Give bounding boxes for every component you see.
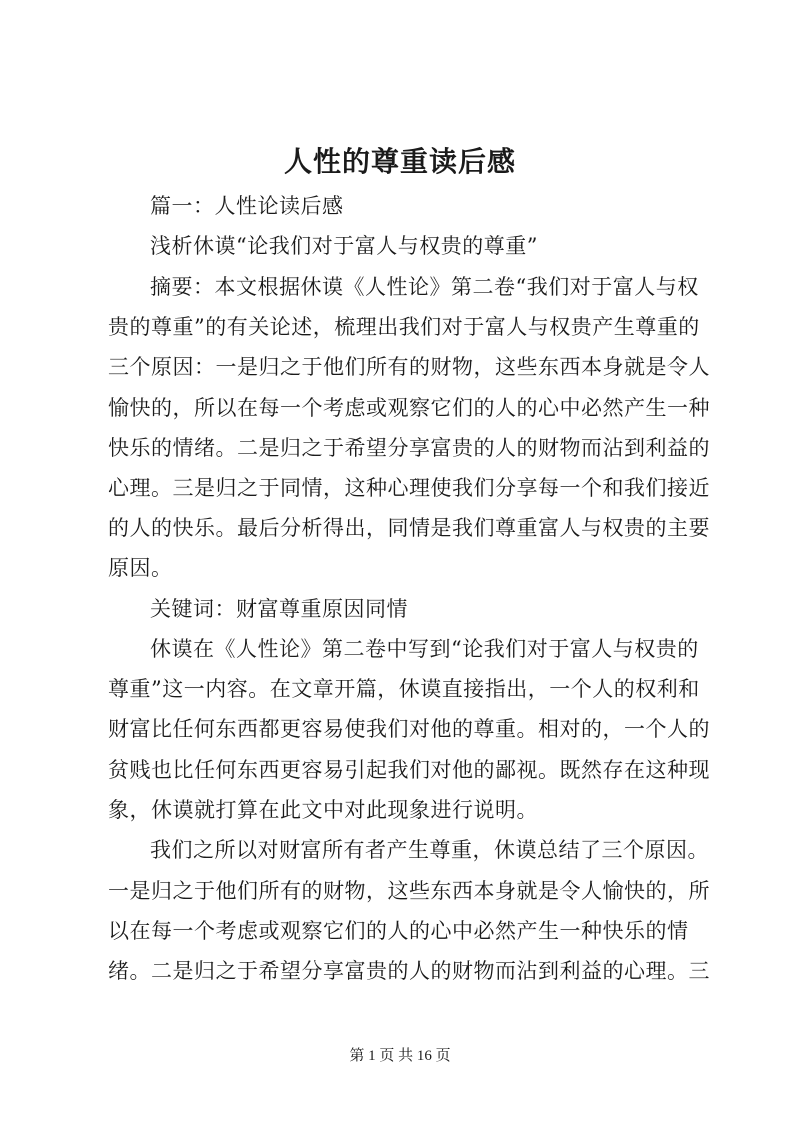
text-line-11: 关键词：财富尊重原因同情: [150, 597, 408, 621]
text-line-15: 贫贱也比任何东西更容易引起我们对他的鄙视。既然存在这种现: [108, 758, 710, 782]
text-line-19: 以在每一个考虑或观察它们的人的心中必然产生一种快乐的情: [108, 919, 689, 943]
text-line-10: 原因。: [108, 556, 173, 580]
text-line-14: 财富比任何东西都更容易使我们对他的尊重。相对的，一个人的: [108, 717, 710, 741]
text-line-3: 摘要：本文根据休谟《人性论》第二卷“我们对于富人与权: [150, 275, 699, 299]
text-line-8: 心理。三是归之于同情，这种心理使我们分享每一个和我们接近: [108, 476, 710, 500]
text-line-16: 象，休谟就打算在此文中对此现象进行说明。: [108, 798, 538, 822]
text-line-20: 绪。二是归之于希望分享富贵的人的财物而沾到利益的心理。三: [108, 959, 710, 983]
document-title: 人性的尊重读后感: [283, 145, 516, 178]
text-line-18: 一是归之于他们所有的财物，这些东西本身就是令人愉快的，所: [108, 879, 710, 903]
text-line-5: 三个原因：一是归之于他们所有的财物，这些东西本身就是令人: [108, 355, 710, 379]
text-line-12: 休谟在《人性论》第二卷中写到“论我们对于富人与权贵的: [150, 637, 699, 661]
text-line-13: 尊重”这一内容。在文章开篇，休谟直接指出，一个人的权利和: [108, 677, 700, 701]
text-line-2: 浅析休谟“论我们对于富人与权贵的尊重”: [150, 234, 538, 258]
text-line-17: 我们之所以对财富所有者产生尊重，休谟总结了三个原因。: [150, 838, 709, 862]
text-line-1: 篇一：人性论读后感: [150, 194, 344, 218]
text-line-7: 快乐的情绪。二是归之于希望分享富贵的人的财物而沾到利益的: [108, 436, 710, 460]
text-line-9: 的人的快乐。最后分析得出，同情是我们尊重富人与权贵的主要: [108, 516, 710, 540]
text-line-6: 愉快的，所以在每一个考虑或观察它们的人的心中必然产生一种: [108, 396, 710, 420]
page-footer: 第 1 页 共 16 页: [349, 1048, 451, 1064]
text-line-4: 贵的尊重”的有关论述，梳理出我们对于富人与权贵产生尊重的: [108, 315, 700, 339]
